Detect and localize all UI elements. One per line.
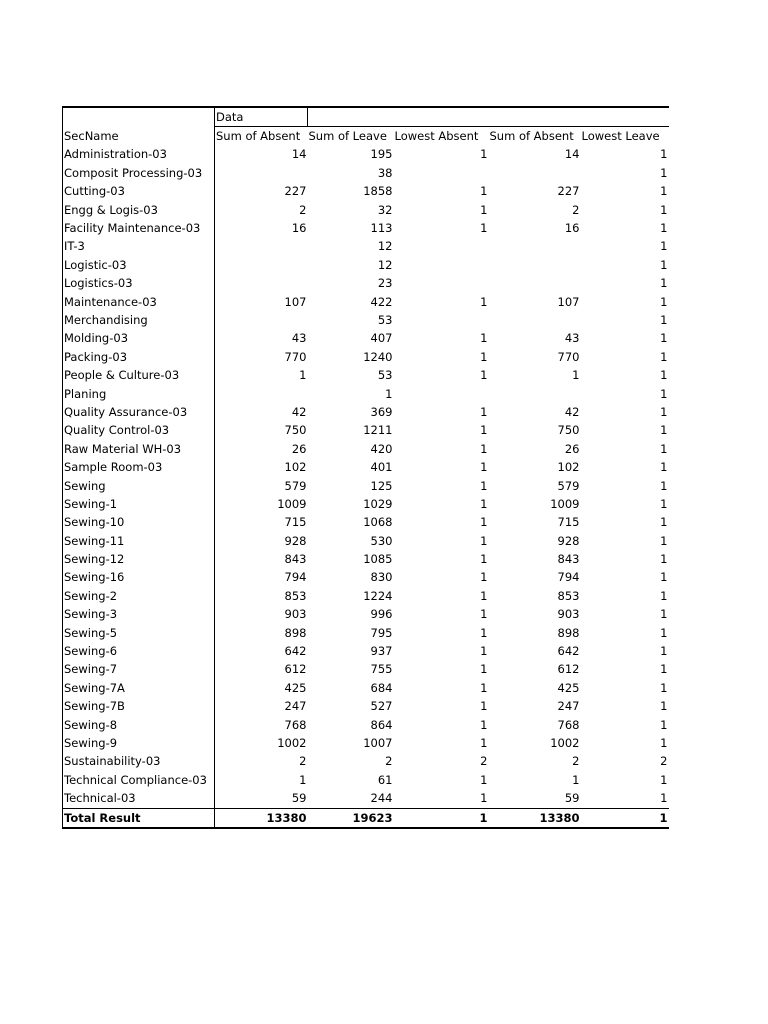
table-row bbox=[63, 679, 669, 697]
cell-sum-of-absent[interactable]: 1 bbox=[299, 772, 307, 787]
cell-lowest-absent[interactable] bbox=[394, 311, 489, 329]
cell-sum-of-leave[interactable]: 755 bbox=[370, 662, 393, 677]
table-row bbox=[63, 698, 669, 716]
cell-lowest-absent[interactable]: 1 bbox=[480, 607, 488, 622]
cell-sum-of-absent-2[interactable]: 768 bbox=[557, 717, 580, 732]
cell-sum-of-absent[interactable]: 16 bbox=[291, 221, 307, 236]
header-sum-of-leave[interactable]: Sum of Leave bbox=[308, 129, 387, 144]
cell-sum-of-leave[interactable]: 1029 bbox=[363, 496, 393, 511]
cell-lowest-absent[interactable] bbox=[394, 275, 489, 293]
cell-lowest-absent[interactable]: 1 bbox=[480, 644, 488, 659]
cell-lowest-leave[interactable]: 1 bbox=[660, 460, 668, 475]
cell-sum-of-leave[interactable]: 125 bbox=[370, 478, 393, 493]
header-lowest-leave[interactable]: Lowest Leave bbox=[581, 129, 660, 144]
cell-sum-of-absent[interactable]: 1 bbox=[299, 368, 307, 383]
cell-lowest-absent[interactable]: 1 bbox=[480, 588, 488, 603]
cell-sum-of-absent[interactable]: 1009 bbox=[277, 496, 307, 511]
cell-sum-of-absent[interactable]: 425 bbox=[284, 680, 307, 695]
cell-sum-of-leave[interactable]: 407 bbox=[370, 331, 393, 346]
table-row bbox=[63, 366, 669, 384]
table-row bbox=[63, 440, 669, 458]
table-row bbox=[63, 771, 669, 789]
cell-secname[interactable]: Raw Material WH-03 bbox=[63, 440, 215, 458]
cell-lowest-leave[interactable]: 1 bbox=[660, 368, 668, 383]
cell-lowest-leave[interactable]: 1 bbox=[660, 552, 668, 567]
cell-lowest-leave[interactable]: 1 bbox=[660, 515, 668, 530]
cell-lowest-leave[interactable]: 1 bbox=[581, 808, 669, 828]
cell-sum-of-leave[interactable]: 420 bbox=[370, 441, 393, 456]
cell-sum-of-leave[interactable]: 53 bbox=[377, 312, 393, 327]
cell-sum-of-absent-2[interactable]: 13380 bbox=[489, 808, 581, 828]
cell-lowest-leave[interactable]: 1 bbox=[660, 680, 668, 695]
cell-lowest-absent[interactable]: 1 bbox=[480, 552, 488, 567]
cell-sum-of-absent[interactable]: 843 bbox=[284, 552, 307, 567]
cell-lowest-absent[interactable] bbox=[394, 238, 489, 256]
table-row bbox=[63, 330, 669, 348]
cell-sum-of-leave[interactable]: 1211 bbox=[363, 423, 393, 438]
table-row bbox=[63, 146, 669, 164]
cell-lowest-absent[interactable]: 1 bbox=[480, 294, 488, 309]
cell-sum-of-absent-2[interactable]: 715 bbox=[557, 515, 580, 530]
pivot-table-body bbox=[63, 107, 669, 828]
cell-lowest-leave[interactable]: 1 bbox=[660, 644, 668, 659]
cell-secname[interactable]: Cutting-03 bbox=[63, 183, 215, 201]
table-row bbox=[63, 275, 669, 293]
cell-lowest-leave[interactable]: 1 bbox=[660, 312, 668, 327]
cell-lowest-leave[interactable]: 1 bbox=[660, 202, 668, 217]
table-row bbox=[63, 256, 669, 274]
header-blank-cell[interactable] bbox=[394, 107, 489, 127]
cell-sum-of-absent[interactable]: 247 bbox=[284, 699, 307, 714]
cell-sum-of-absent[interactable] bbox=[215, 164, 308, 182]
cell-secname[interactable]: Sewing-9 bbox=[63, 734, 215, 752]
cell-sum-of-absent[interactable]: 2 bbox=[299, 202, 307, 217]
cell-sum-of-absent-2[interactable]: 898 bbox=[557, 625, 580, 640]
cell-sum-of-absent-2[interactable]: 1 bbox=[572, 368, 580, 383]
cell-lowest-absent[interactable]: 1 bbox=[480, 460, 488, 475]
cell-lowest-leave[interactable]: 1 bbox=[660, 349, 668, 364]
cell-sum-of-leave[interactable]: 530 bbox=[370, 533, 393, 548]
cell-sum-of-absent[interactable]: 928 bbox=[284, 533, 307, 548]
cell-sum-of-leave[interactable]: 12 bbox=[377, 257, 393, 272]
corner-blank-cell[interactable] bbox=[63, 107, 215, 127]
cell-sum-of-absent-2[interactable]: 903 bbox=[557, 607, 580, 622]
cell-sum-of-leave[interactable]: 422 bbox=[370, 294, 393, 309]
table-row bbox=[63, 293, 669, 311]
cell-secname[interactable]: Molding-03 bbox=[63, 330, 215, 348]
table-row bbox=[63, 550, 669, 568]
cell-lowest-absent[interactable]: 1 bbox=[480, 478, 488, 493]
cell-sum-of-absent[interactable]: 102 bbox=[284, 460, 307, 475]
cell-sum-of-absent-2[interactable]: 843 bbox=[557, 552, 580, 567]
cell-secname[interactable]: Quality Assurance-03 bbox=[63, 403, 215, 421]
table-row bbox=[63, 716, 669, 734]
cell-secname[interactable]: Merchandising bbox=[63, 311, 215, 329]
cell-secname[interactable]: Sewing-8 bbox=[63, 716, 215, 734]
cell-lowest-leave[interactable]: 1 bbox=[660, 735, 668, 750]
cell-sum-of-absent-2[interactable]: 43 bbox=[564, 331, 580, 346]
cell-secname[interactable]: Sewing bbox=[63, 477, 215, 495]
cell-secname[interactable]: Sewing-1 bbox=[63, 495, 215, 513]
table-row bbox=[63, 164, 669, 182]
table-row bbox=[63, 183, 669, 201]
cell-sum-of-leave[interactable]: 2 bbox=[385, 754, 393, 769]
cell-sum-of-absent[interactable] bbox=[215, 275, 308, 293]
cell-sum-of-absent[interactable]: 227 bbox=[284, 184, 307, 199]
table-row bbox=[63, 201, 669, 219]
cell-secname[interactable]: Facility Maintenance-03 bbox=[63, 219, 215, 237]
cell-sum-of-absent[interactable] bbox=[215, 256, 308, 274]
cell-lowest-absent[interactable]: 1 bbox=[480, 680, 488, 695]
cell-sum-of-absent[interactable]: 642 bbox=[284, 644, 307, 659]
cell-sum-of-leave[interactable]: 32 bbox=[377, 202, 393, 217]
table-row bbox=[63, 532, 669, 550]
header-sum-of-absent-2[interactable]: Sum of Absent bbox=[489, 129, 574, 144]
cell-sum-of-leave[interactable]: 527 bbox=[370, 699, 393, 714]
cell-lowest-absent[interactable]: 1 bbox=[480, 368, 488, 383]
cell-lowest-leave[interactable]: 1 bbox=[660, 791, 668, 806]
pivot-table bbox=[62, 106, 669, 829]
cell-sum-of-absent[interactable]: 794 bbox=[284, 570, 307, 585]
cell-secname[interactable]: Planing bbox=[63, 385, 215, 403]
cell-sum-of-absent-2[interactable]: 794 bbox=[557, 570, 580, 585]
cell-lowest-leave[interactable]: 1 bbox=[660, 404, 668, 419]
cell-lowest-absent[interactable]: 1 bbox=[480, 699, 488, 714]
cell-secname[interactable]: Quality Control-03 bbox=[63, 422, 215, 440]
table-row bbox=[63, 219, 669, 237]
cell-sum-of-absent-2[interactable] bbox=[489, 256, 581, 274]
cell-lowest-absent[interactable] bbox=[394, 385, 489, 403]
cell-lowest-leave[interactable]: 1 bbox=[660, 184, 668, 199]
cell-lowest-absent[interactable]: 1 bbox=[480, 349, 488, 364]
cell-secname[interactable]: People & Culture-03 bbox=[63, 366, 215, 384]
cell-sum-of-leave[interactable]: 1224 bbox=[363, 588, 393, 603]
cell-secname[interactable]: Technical-03 bbox=[63, 789, 215, 808]
cell-sum-of-absent-2[interactable] bbox=[489, 164, 581, 182]
cell-sum-of-absent-2[interactable]: 14 bbox=[564, 147, 580, 162]
cell-sum-of-absent[interactable] bbox=[215, 385, 308, 403]
cell-lowest-leave[interactable]: 1 bbox=[660, 662, 668, 677]
cell-secname[interactable]: Engg & Logis-03 bbox=[63, 201, 215, 219]
cell-sum-of-leave[interactable]: 53 bbox=[377, 368, 393, 383]
cell-lowest-leave[interactable]: 1 bbox=[660, 533, 668, 548]
cell-sum-of-leave[interactable]: 113 bbox=[370, 221, 393, 236]
cell-sum-of-leave[interactable]: 1007 bbox=[363, 735, 393, 750]
cell-sum-of-absent-2[interactable]: 107 bbox=[557, 294, 580, 309]
cell-sum-of-absent[interactable]: 43 bbox=[291, 331, 307, 346]
cell-sum-of-leave[interactable]: 23 bbox=[377, 276, 393, 291]
cell-lowest-absent[interactable]: 1 bbox=[480, 625, 488, 640]
table-row bbox=[63, 495, 669, 513]
table-row bbox=[63, 642, 669, 660]
cell-sum-of-absent-2[interactable]: 612 bbox=[557, 662, 580, 677]
header-secname[interactable]: SecName bbox=[63, 127, 215, 146]
cell-sum-of-absent[interactable] bbox=[215, 238, 308, 256]
cell-sum-of-leave[interactable]: 937 bbox=[370, 644, 393, 659]
table-row bbox=[63, 403, 669, 421]
cell-sum-of-leave[interactable]: 864 bbox=[370, 717, 393, 732]
cell-sum-of-absent-2[interactable]: 1002 bbox=[550, 735, 580, 750]
cell-sum-of-leave[interactable]: 1240 bbox=[363, 349, 393, 364]
header-sum-of-absent[interactable]: Sum of Absent bbox=[216, 129, 301, 144]
cell-lowest-leave[interactable]: 1 bbox=[660, 147, 668, 162]
cell-lowest-absent[interactable]: 1 bbox=[480, 570, 488, 585]
cell-secname[interactable]: Sewing-2 bbox=[63, 587, 215, 605]
cell-lowest-leave[interactable]: 1 bbox=[660, 165, 668, 180]
cell-sum-of-absent-2[interactable] bbox=[489, 311, 581, 329]
table-row bbox=[63, 348, 669, 366]
cell-secname[interactable]: Sewing-3 bbox=[63, 606, 215, 624]
table-row bbox=[63, 422, 669, 440]
cell-sum-of-leave[interactable]: 401 bbox=[370, 460, 393, 475]
data-field-label[interactable]: Data bbox=[215, 107, 308, 127]
header-blank-cell[interactable] bbox=[489, 107, 581, 127]
cell-sum-of-leave[interactable]: 996 bbox=[370, 607, 393, 622]
cell-lowest-leave[interactable]: 2 bbox=[660, 754, 668, 769]
cell-lowest-absent[interactable]: 1 bbox=[480, 202, 488, 217]
cell-sum-of-absent[interactable]: 853 bbox=[284, 588, 307, 603]
cell-sum-of-absent[interactable]: 768 bbox=[284, 717, 307, 732]
cell-sum-of-absent[interactable]: 1002 bbox=[277, 735, 307, 750]
cell-lowest-leave[interactable]: 1 bbox=[660, 570, 668, 585]
cell-lowest-leave[interactable]: 1 bbox=[660, 772, 668, 787]
cell-lowest-leave[interactable]: 1 bbox=[660, 441, 668, 456]
table-row bbox=[63, 569, 669, 587]
cell-lowest-absent[interactable]: 2 bbox=[480, 754, 488, 769]
cell-sum-of-leave[interactable]: 795 bbox=[370, 625, 393, 640]
cell-secname[interactable]: Sewing-7 bbox=[63, 661, 215, 679]
cell-sum-of-absent-2[interactable]: 750 bbox=[557, 423, 580, 438]
table-row bbox=[63, 458, 669, 476]
cell-sum-of-absent-2[interactable]: 42 bbox=[564, 404, 580, 419]
cell-secname[interactable]: Packing-03 bbox=[63, 348, 215, 366]
cell-lowest-leave[interactable]: 1 bbox=[660, 331, 668, 346]
cell-lowest-leave[interactable]: 1 bbox=[660, 257, 668, 272]
table-row bbox=[63, 238, 669, 256]
cell-secname[interactable]: Sewing-7B bbox=[63, 698, 215, 716]
column-header-row bbox=[63, 127, 669, 146]
cell-lowest-leave[interactable]: 1 bbox=[660, 717, 668, 732]
cell-sum-of-absent-2[interactable] bbox=[489, 275, 581, 293]
table-row bbox=[63, 734, 669, 752]
cell-sum-of-leave[interactable]: 12 bbox=[377, 239, 393, 254]
cell-sum-of-absent-2[interactable]: 59 bbox=[564, 791, 580, 806]
cell-sum-of-leave[interactable]: 830 bbox=[370, 570, 393, 585]
cell-sum-of-leave[interactable]: 1085 bbox=[363, 552, 393, 567]
cell-lowest-absent[interactable] bbox=[394, 164, 489, 182]
header-blank-cell[interactable] bbox=[308, 107, 394, 127]
cell-sum-of-leave[interactable]: 19623 bbox=[308, 808, 394, 828]
cell-sum-of-leave[interactable]: 1858 bbox=[363, 184, 393, 199]
cell-secname[interactable]: Maintenance-03 bbox=[63, 293, 215, 311]
header-blank-cell[interactable] bbox=[581, 107, 669, 127]
cell-lowest-leave[interactable]: 1 bbox=[660, 386, 668, 401]
cell-secname[interactable]: Sustainability-03 bbox=[63, 753, 215, 771]
cell-secname[interactable]: Administration-03 bbox=[63, 146, 215, 164]
cell-lowest-absent[interactable]: 1 bbox=[480, 496, 488, 511]
cell-lowest-leave[interactable]: 1 bbox=[660, 625, 668, 640]
cell-sum-of-absent[interactable] bbox=[215, 311, 308, 329]
cell-lowest-absent[interactable]: 1 bbox=[480, 441, 488, 456]
cell-lowest-absent[interactable]: 1 bbox=[480, 184, 488, 199]
cell-sum-of-absent[interactable]: 612 bbox=[284, 662, 307, 677]
cell-sum-of-absent-2[interactable]: 425 bbox=[557, 680, 580, 695]
cell-lowest-absent[interactable]: 1 bbox=[480, 791, 488, 806]
cell-sum-of-absent-2[interactable]: 1009 bbox=[550, 496, 580, 511]
cell-lowest-absent[interactable]: 1 bbox=[480, 423, 488, 438]
table-row bbox=[63, 753, 669, 771]
table-row bbox=[63, 477, 669, 495]
cell-secname[interactable]: Sewing-16 bbox=[63, 569, 215, 587]
cell-secname[interactable]: IT-3 bbox=[63, 238, 215, 256]
table-row bbox=[63, 385, 669, 403]
cell-sum-of-absent-2[interactable] bbox=[489, 238, 581, 256]
cell-sum-of-absent-2[interactable]: 2 bbox=[572, 202, 580, 217]
cell-lowest-absent[interactable]: 1 bbox=[480, 772, 488, 787]
cell-sum-of-absent[interactable]: 26 bbox=[291, 441, 307, 456]
cell-sum-of-absent-2[interactable]: 2 bbox=[572, 754, 580, 769]
cell-sum-of-absent[interactable]: 42 bbox=[291, 404, 307, 419]
table-row bbox=[63, 789, 669, 808]
cell-sum-of-absent-2[interactable]: 247 bbox=[557, 699, 580, 714]
cell-lowest-absent[interactable] bbox=[394, 256, 489, 274]
cell-lowest-absent[interactable]: 1 bbox=[480, 662, 488, 677]
cell-lowest-absent[interactable]: 1 bbox=[480, 331, 488, 346]
cell-sum-of-leave[interactable]: 369 bbox=[370, 404, 393, 419]
cell-lowest-absent[interactable]: 1 bbox=[480, 404, 488, 419]
cell-sum-of-absent[interactable]: 13380 bbox=[215, 808, 308, 828]
table-row bbox=[63, 624, 669, 642]
cell-lowest-leave[interactable]: 1 bbox=[660, 276, 668, 291]
cell-sum-of-absent-2[interactable]: 928 bbox=[557, 533, 580, 548]
cell-secname[interactable]: Logistics-03 bbox=[63, 275, 215, 293]
cell-lowest-absent[interactable]: 1 bbox=[480, 515, 488, 530]
cell-sum-of-absent-2[interactable] bbox=[489, 385, 581, 403]
cell-sum-of-absent[interactable]: 2 bbox=[299, 754, 307, 769]
cell-sum-of-absent-2[interactable]: 770 bbox=[557, 349, 580, 364]
data-header-row bbox=[63, 107, 669, 127]
cell-secname[interactable]: Sample Room-03 bbox=[63, 458, 215, 476]
cell-secname[interactable]: Sewing-6 bbox=[63, 642, 215, 660]
table-row bbox=[63, 514, 669, 532]
table-row bbox=[63, 606, 669, 624]
cell-sum-of-absent[interactable]: 579 bbox=[284, 478, 307, 493]
cell-lowest-leave[interactable]: 1 bbox=[660, 699, 668, 714]
cell-lowest-leave[interactable]: 1 bbox=[660, 588, 668, 603]
header-lowest-absent[interactable]: Lowest Absent bbox=[394, 129, 479, 144]
table-row bbox=[63, 311, 669, 329]
cell-sum-of-leave[interactable]: 38 bbox=[377, 165, 393, 180]
total-row bbox=[63, 808, 669, 828]
table-row bbox=[63, 661, 669, 679]
cell-lowest-leave[interactable]: 1 bbox=[660, 478, 668, 493]
cell-lowest-leave[interactable]: 1 bbox=[660, 239, 668, 254]
cell-sum-of-absent[interactable]: 715 bbox=[284, 515, 307, 530]
cell-lowest-absent[interactable]: 1 bbox=[480, 221, 488, 236]
cell-lowest-leave[interactable]: 1 bbox=[660, 221, 668, 236]
cell-secname[interactable]: Total Result bbox=[63, 808, 215, 828]
cell-sum-of-absent-2[interactable]: 853 bbox=[557, 588, 580, 603]
cell-sum-of-absent-2[interactable]: 102 bbox=[557, 460, 580, 475]
cell-sum-of-leave[interactable]: 244 bbox=[370, 791, 393, 806]
cell-secname[interactable]: Sewing-7A bbox=[63, 679, 215, 697]
table-row bbox=[63, 587, 669, 605]
cell-sum-of-leave[interactable]: 1 bbox=[385, 386, 393, 401]
cell-sum-of-absent[interactable]: 770 bbox=[284, 349, 307, 364]
cell-lowest-absent[interactable]: 1 bbox=[394, 808, 489, 828]
cell-lowest-absent[interactable]: 1 bbox=[480, 533, 488, 548]
cell-lowest-leave[interactable]: 1 bbox=[660, 496, 668, 511]
cell-lowest-leave[interactable]: 1 bbox=[660, 423, 668, 438]
cell-sum-of-absent-2[interactable]: 1 bbox=[572, 772, 580, 787]
cell-secname[interactable]: Logistic-03 bbox=[63, 256, 215, 274]
cell-secname[interactable]: Sewing-12 bbox=[63, 550, 215, 568]
cell-sum-of-absent-2[interactable]: 642 bbox=[557, 644, 580, 659]
cell-lowest-leave[interactable]: 1 bbox=[660, 294, 668, 309]
cell-sum-of-absent[interactable]: 903 bbox=[284, 607, 307, 622]
cell-sum-of-absent[interactable]: 107 bbox=[284, 294, 307, 309]
cell-sum-of-leave[interactable]: 61 bbox=[377, 772, 393, 787]
cell-secname[interactable]: Technical Compliance-03 bbox=[63, 771, 215, 789]
cell-sum-of-leave[interactable]: 195 bbox=[370, 147, 393, 162]
cell-sum-of-leave[interactable]: 1068 bbox=[363, 515, 393, 530]
cell-sum-of-absent[interactable]: 750 bbox=[284, 423, 307, 438]
cell-sum-of-leave[interactable]: 684 bbox=[370, 680, 393, 695]
cell-secname[interactable]: Sewing-11 bbox=[63, 532, 215, 550]
cell-sum-of-absent-2[interactable]: 579 bbox=[557, 478, 580, 493]
cell-lowest-absent[interactable]: 1 bbox=[480, 147, 488, 162]
cell-secname[interactable]: Sewing-10 bbox=[63, 514, 215, 532]
cell-sum-of-absent-2[interactable]: 16 bbox=[564, 221, 580, 236]
cell-sum-of-absent[interactable]: 14 bbox=[291, 147, 307, 162]
cell-lowest-absent[interactable]: 1 bbox=[480, 717, 488, 732]
cell-sum-of-absent[interactable]: 59 bbox=[291, 791, 307, 806]
cell-sum-of-absent[interactable]: 898 bbox=[284, 625, 307, 640]
cell-secname[interactable]: Composit Processing-03 bbox=[63, 164, 215, 182]
cell-secname[interactable]: Sewing-5 bbox=[63, 624, 215, 642]
cell-lowest-absent[interactable]: 1 bbox=[480, 735, 488, 750]
cell-sum-of-absent-2[interactable]: 26 bbox=[564, 441, 580, 456]
cell-lowest-leave[interactable]: 1 bbox=[660, 607, 668, 622]
cell-sum-of-absent-2[interactable]: 227 bbox=[557, 184, 580, 199]
